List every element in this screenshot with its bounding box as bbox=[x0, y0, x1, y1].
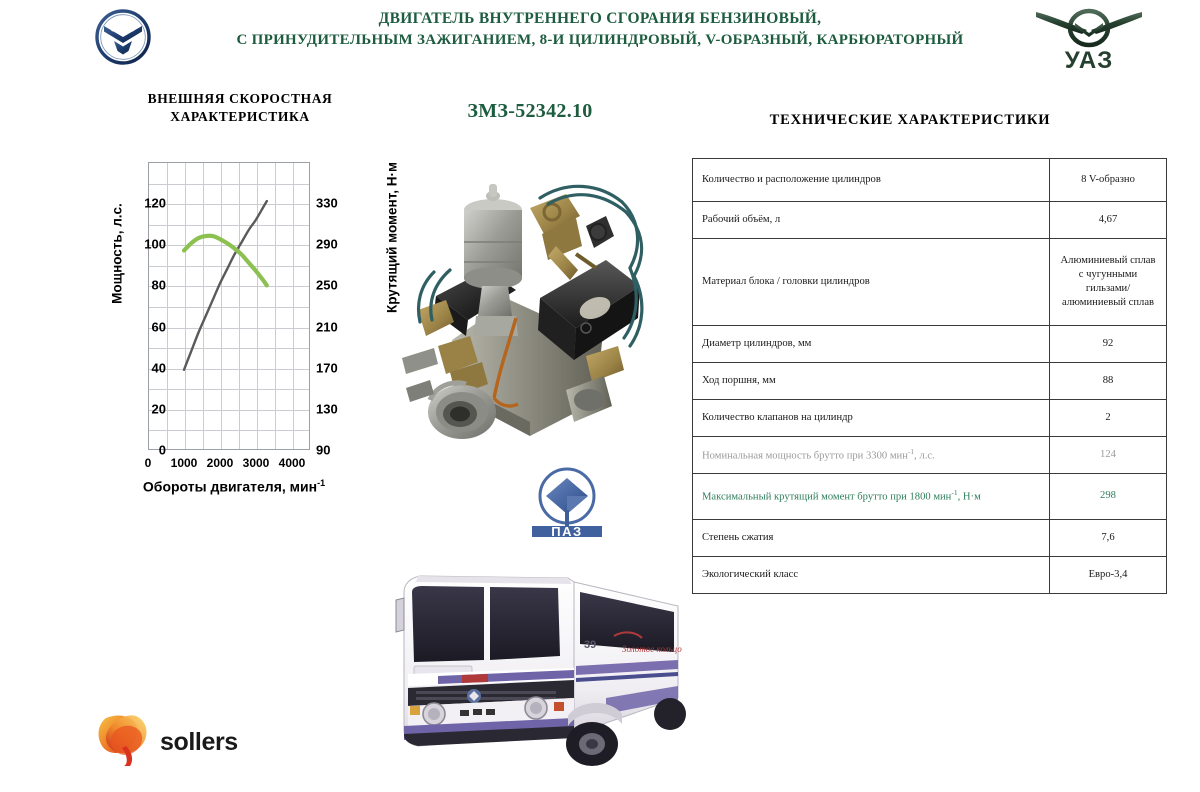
chart-x-tick: 1000 bbox=[170, 456, 198, 470]
chart-gridline-vertical bbox=[203, 163, 204, 449]
table-row bbox=[693, 326, 1167, 363]
spec-parameter: Номинальная мощность брутто при 3300 мин$^{-1}$, л.с. bbox=[693, 437, 1050, 474]
spec-parameter: Материал блока / головки цилиндров bbox=[693, 239, 1050, 326]
chart-y-tick-left: 100 bbox=[144, 236, 166, 252]
chart-y-tick-right: 250 bbox=[316, 277, 338, 293]
engine-model-label: ЗМЗ-52342.10 bbox=[467, 100, 593, 122]
chart-y-tick-left: 0 bbox=[158, 442, 166, 458]
table-row bbox=[693, 239, 1167, 326]
spec-value: 2 bbox=[1050, 400, 1167, 437]
table-row bbox=[693, 437, 1167, 474]
spec-parameter: Рабочий объём, л bbox=[693, 202, 1050, 239]
spec-parameter: Ход поршня, мм bbox=[693, 363, 1050, 400]
chart-gridline-horizontal bbox=[149, 184, 309, 185]
chart-title-line-1: ВНЕШНЯЯ СКОРОСТНАЯ bbox=[147, 91, 333, 106]
svg-text:sollers: sollers bbox=[160, 728, 238, 756]
chart-y-tick-left: 20 bbox=[151, 401, 166, 417]
table-row bbox=[693, 363, 1167, 400]
page-title bbox=[190, 8, 1010, 52]
chart-y-tick-left: 60 bbox=[151, 319, 166, 335]
chart-gridline-horizontal bbox=[149, 410, 309, 411]
chart-x-axis-label-sup: -1 bbox=[317, 478, 326, 488]
chart-gridline-horizontal bbox=[149, 348, 309, 349]
spec-value: 4,67 bbox=[1050, 202, 1167, 239]
spec-parameter: Количество клапанов на цилиндр bbox=[693, 400, 1050, 437]
spec-value: 124 bbox=[1050, 437, 1167, 474]
performance-chart bbox=[96, 150, 400, 500]
header-line-1: ДВИГАТЕЛЬ ВНУТРЕННЕГО СГОРАНИЯ БЕНЗИНОВЫЙ, bbox=[378, 10, 822, 27]
spec-parameter: Количество и расположение цилиндров bbox=[693, 159, 1050, 202]
chart-y-tick-left: 40 bbox=[151, 360, 166, 376]
uaz-logo bbox=[1030, 6, 1148, 74]
chart-x-tick: 2000 bbox=[206, 456, 234, 470]
table-row bbox=[693, 202, 1167, 239]
chart-gridline-horizontal bbox=[149, 245, 309, 246]
table-row bbox=[693, 557, 1167, 594]
zmz-logo bbox=[92, 6, 154, 68]
table-row bbox=[693, 159, 1167, 202]
chart-y-tick-left: 80 bbox=[151, 277, 166, 293]
spec-parameter: Степень сжатия bbox=[693, 520, 1050, 557]
chart-gridline-horizontal bbox=[149, 204, 309, 205]
chart-gridline-vertical bbox=[221, 163, 222, 449]
chart-y-tick-right: 330 bbox=[316, 195, 338, 211]
technical-specifications-table bbox=[692, 158, 1167, 594]
chart-title bbox=[110, 90, 370, 126]
spec-value: 298 bbox=[1050, 474, 1167, 520]
chart-x-tick: 4000 bbox=[278, 456, 306, 470]
chart-y-tick-right: 170 bbox=[316, 360, 338, 376]
chart-y-tick-right: 210 bbox=[316, 319, 338, 335]
header-line-2: С ПРИНУДИТЕЛЬНЫМ ЗАЖИГАНИЕМ, 8-И ЦИЛИНДРОВЫЙ, V-ОБРАЗНЫЙ, КАРБЮРАТОРНЫЙ bbox=[236, 32, 964, 49]
table-row bbox=[693, 474, 1167, 520]
svg-text:39: 39 bbox=[584, 639, 597, 651]
chart-y-tick-left: 120 bbox=[144, 195, 166, 211]
spec-value: 92 bbox=[1050, 326, 1167, 363]
table-row bbox=[693, 400, 1167, 437]
chart-x-axis-label-text: Обороты двигателя, мин bbox=[142, 478, 318, 495]
chart-gridline-horizontal bbox=[149, 430, 309, 431]
chart-gridline-vertical bbox=[257, 163, 258, 449]
chart-gridline-horizontal bbox=[149, 307, 309, 308]
chart-gridline-vertical bbox=[185, 163, 186, 449]
bus-photo bbox=[378, 548, 696, 776]
svg-text:ПАЗ: ПАЗ bbox=[551, 524, 583, 539]
spec-value: 7,6 bbox=[1050, 520, 1167, 557]
chart-gridline-horizontal bbox=[149, 328, 309, 329]
chart-gridline-horizontal bbox=[149, 225, 309, 226]
chart-gridline-vertical bbox=[239, 163, 240, 449]
chart-x-tick: 3000 bbox=[242, 456, 270, 470]
table-row bbox=[693, 520, 1167, 557]
engine-photo bbox=[390, 150, 675, 450]
chart-gridline-vertical bbox=[293, 163, 294, 449]
spec-parameter: Экологический класс bbox=[693, 557, 1050, 594]
chart-y-axis-right-label: Крутящий момент, Н·м bbox=[384, 161, 400, 314]
chart-gridline-horizontal bbox=[149, 286, 309, 287]
spec-parameter: Максимальный крутящий момент брутто при 1800 мин$^{-1}$, Н·м bbox=[693, 474, 1050, 520]
chart-gridline-vertical bbox=[167, 163, 168, 449]
chart-y-tick-right: 130 bbox=[316, 401, 338, 417]
chart-x-axis-label bbox=[114, 478, 354, 495]
svg-text:Золотое кольцо: Золотое кольцо bbox=[622, 644, 682, 654]
spec-parameter: Диаметр цилиндров, мм bbox=[693, 326, 1050, 363]
chart-title-line-2: ХАРАКТЕРИСТИКА bbox=[170, 109, 310, 125]
chart-x-tick: 0 bbox=[144, 456, 152, 470]
chart-y-axis-left-label: Мощность, л.с. bbox=[109, 203, 125, 304]
sollers-logo bbox=[92, 708, 240, 770]
spec-parameter-superscript: -1 bbox=[907, 446, 915, 456]
svg-text:УАЗ: УАЗ bbox=[1064, 47, 1114, 74]
specs-section-title: ТЕХНИЧЕСКИЕ ХАРАКТЕРИСТИКИ bbox=[769, 112, 1051, 128]
chart-plot-area bbox=[148, 162, 310, 450]
chart-gridline-horizontal bbox=[149, 369, 309, 370]
spec-parameter-superscript: -1 bbox=[951, 488, 958, 498]
chart-gridline-horizontal bbox=[149, 266, 309, 267]
paz-logo bbox=[524, 462, 610, 540]
chart-gridline-horizontal bbox=[149, 389, 309, 390]
chart-y-tick-right: 290 bbox=[316, 236, 338, 252]
spec-value: 8 V-образно bbox=[1050, 159, 1167, 202]
svg-text:ЗМЗ: ЗМЗ bbox=[110, 22, 136, 35]
chart-y-tick-right: 90 bbox=[316, 442, 331, 458]
chart-gridline-vertical bbox=[275, 163, 276, 449]
spec-value: Алюминиевый сплав с чугунными гильзами/ алюминиевый сплав bbox=[1050, 239, 1167, 326]
spec-value: Евро-3,4 bbox=[1050, 557, 1167, 594]
spec-value: 88 bbox=[1050, 363, 1167, 400]
